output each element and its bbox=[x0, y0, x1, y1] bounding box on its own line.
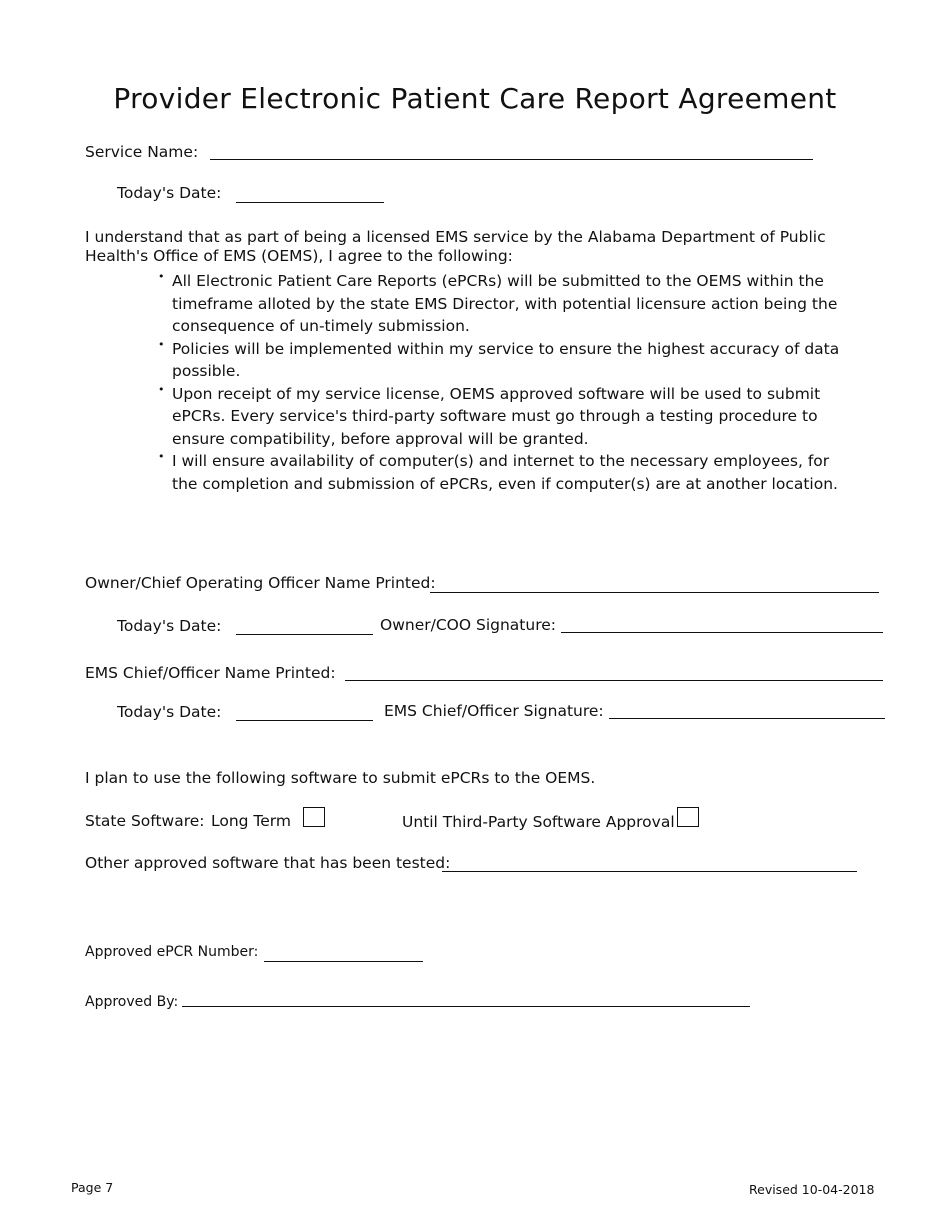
approved-by-field[interactable] bbox=[182, 1006, 750, 1007]
owner-signature-field[interactable] bbox=[561, 632, 883, 633]
state-software-label: State Software: bbox=[85, 812, 205, 830]
service-name-field[interactable] bbox=[210, 159, 813, 160]
owner-date-label: Today's Date: bbox=[117, 617, 222, 635]
owner-signature-label: Owner/COO Signature: bbox=[380, 616, 556, 634]
other-software-label: Other approved software that has been tested: bbox=[85, 854, 451, 872]
owner-name-field[interactable] bbox=[430, 592, 879, 593]
list-item: • I will ensure availability of computer(s) and internet to the necessary employees, for the completion and submission of ePCRs, even if computer(s) are at another location. bbox=[158, 450, 848, 495]
long-term-checkbox[interactable] bbox=[303, 807, 325, 827]
ems-chief-date-field[interactable] bbox=[236, 720, 373, 721]
todays-date-field[interactable] bbox=[236, 202, 384, 203]
approved-number-label: Approved ePCR Number: bbox=[85, 944, 259, 960]
service-name-label: Service Name: bbox=[85, 143, 199, 161]
other-software-field[interactable] bbox=[442, 871, 857, 872]
until-approval-label: Until Third-Party Software Approval bbox=[402, 813, 675, 831]
todays-date-label: Today's Date: bbox=[117, 184, 222, 202]
ems-chief-date-label: Today's Date: bbox=[117, 703, 222, 721]
approved-by-label: Approved By: bbox=[85, 994, 179, 1010]
ems-chief-signature-label: EMS Chief/Officer Signature: bbox=[384, 702, 604, 720]
ems-chief-signature-field[interactable] bbox=[609, 718, 885, 719]
agreement-intro: I understand that as part of being a licensed EMS service by the Alabama Department of Public Health's Office of EMS (OEMS), I agree to the following: bbox=[85, 228, 826, 265]
approved-number-field[interactable] bbox=[264, 961, 423, 962]
list-item: • Upon receipt of my service license, OEMS approved software will be used to submit ePCRs. Every service's third-party software must go through a testing procedure to ensure compatibility, before approval will be granted. bbox=[158, 383, 848, 451]
until-approval-checkbox[interactable] bbox=[677, 807, 699, 827]
software-intro: I plan to use the following software to submit ePCRs to the OEMS. bbox=[85, 769, 596, 787]
owner-date-field[interactable] bbox=[236, 634, 373, 635]
page-number: Page 7 bbox=[71, 1180, 114, 1195]
ems-chief-name-field[interactable] bbox=[345, 680, 883, 681]
ems-chief-name-label: EMS Chief/Officer Name Printed: bbox=[85, 664, 336, 682]
list-item: • All Electronic Patient Care Reports (ePCRs) will be submitted to the OEMS within the timeframe alloted by the state EMS Director, with potential licensure action being the consequence of un-timely submission. bbox=[158, 270, 848, 338]
page-title: Provider Electronic Patient Care Report Agreement bbox=[113, 82, 837, 115]
long-term-label: Long Term bbox=[211, 812, 292, 830]
owner-name-label: Owner/Chief Operating Officer Name Printed: bbox=[85, 574, 436, 592]
revision-date: Revised 10-04-2018 bbox=[749, 1182, 875, 1197]
agreement-bullets bbox=[158, 270, 848, 495]
list-item: • Policies will be implemented within my service to ensure the highest accuracy of data possible. bbox=[158, 338, 848, 383]
